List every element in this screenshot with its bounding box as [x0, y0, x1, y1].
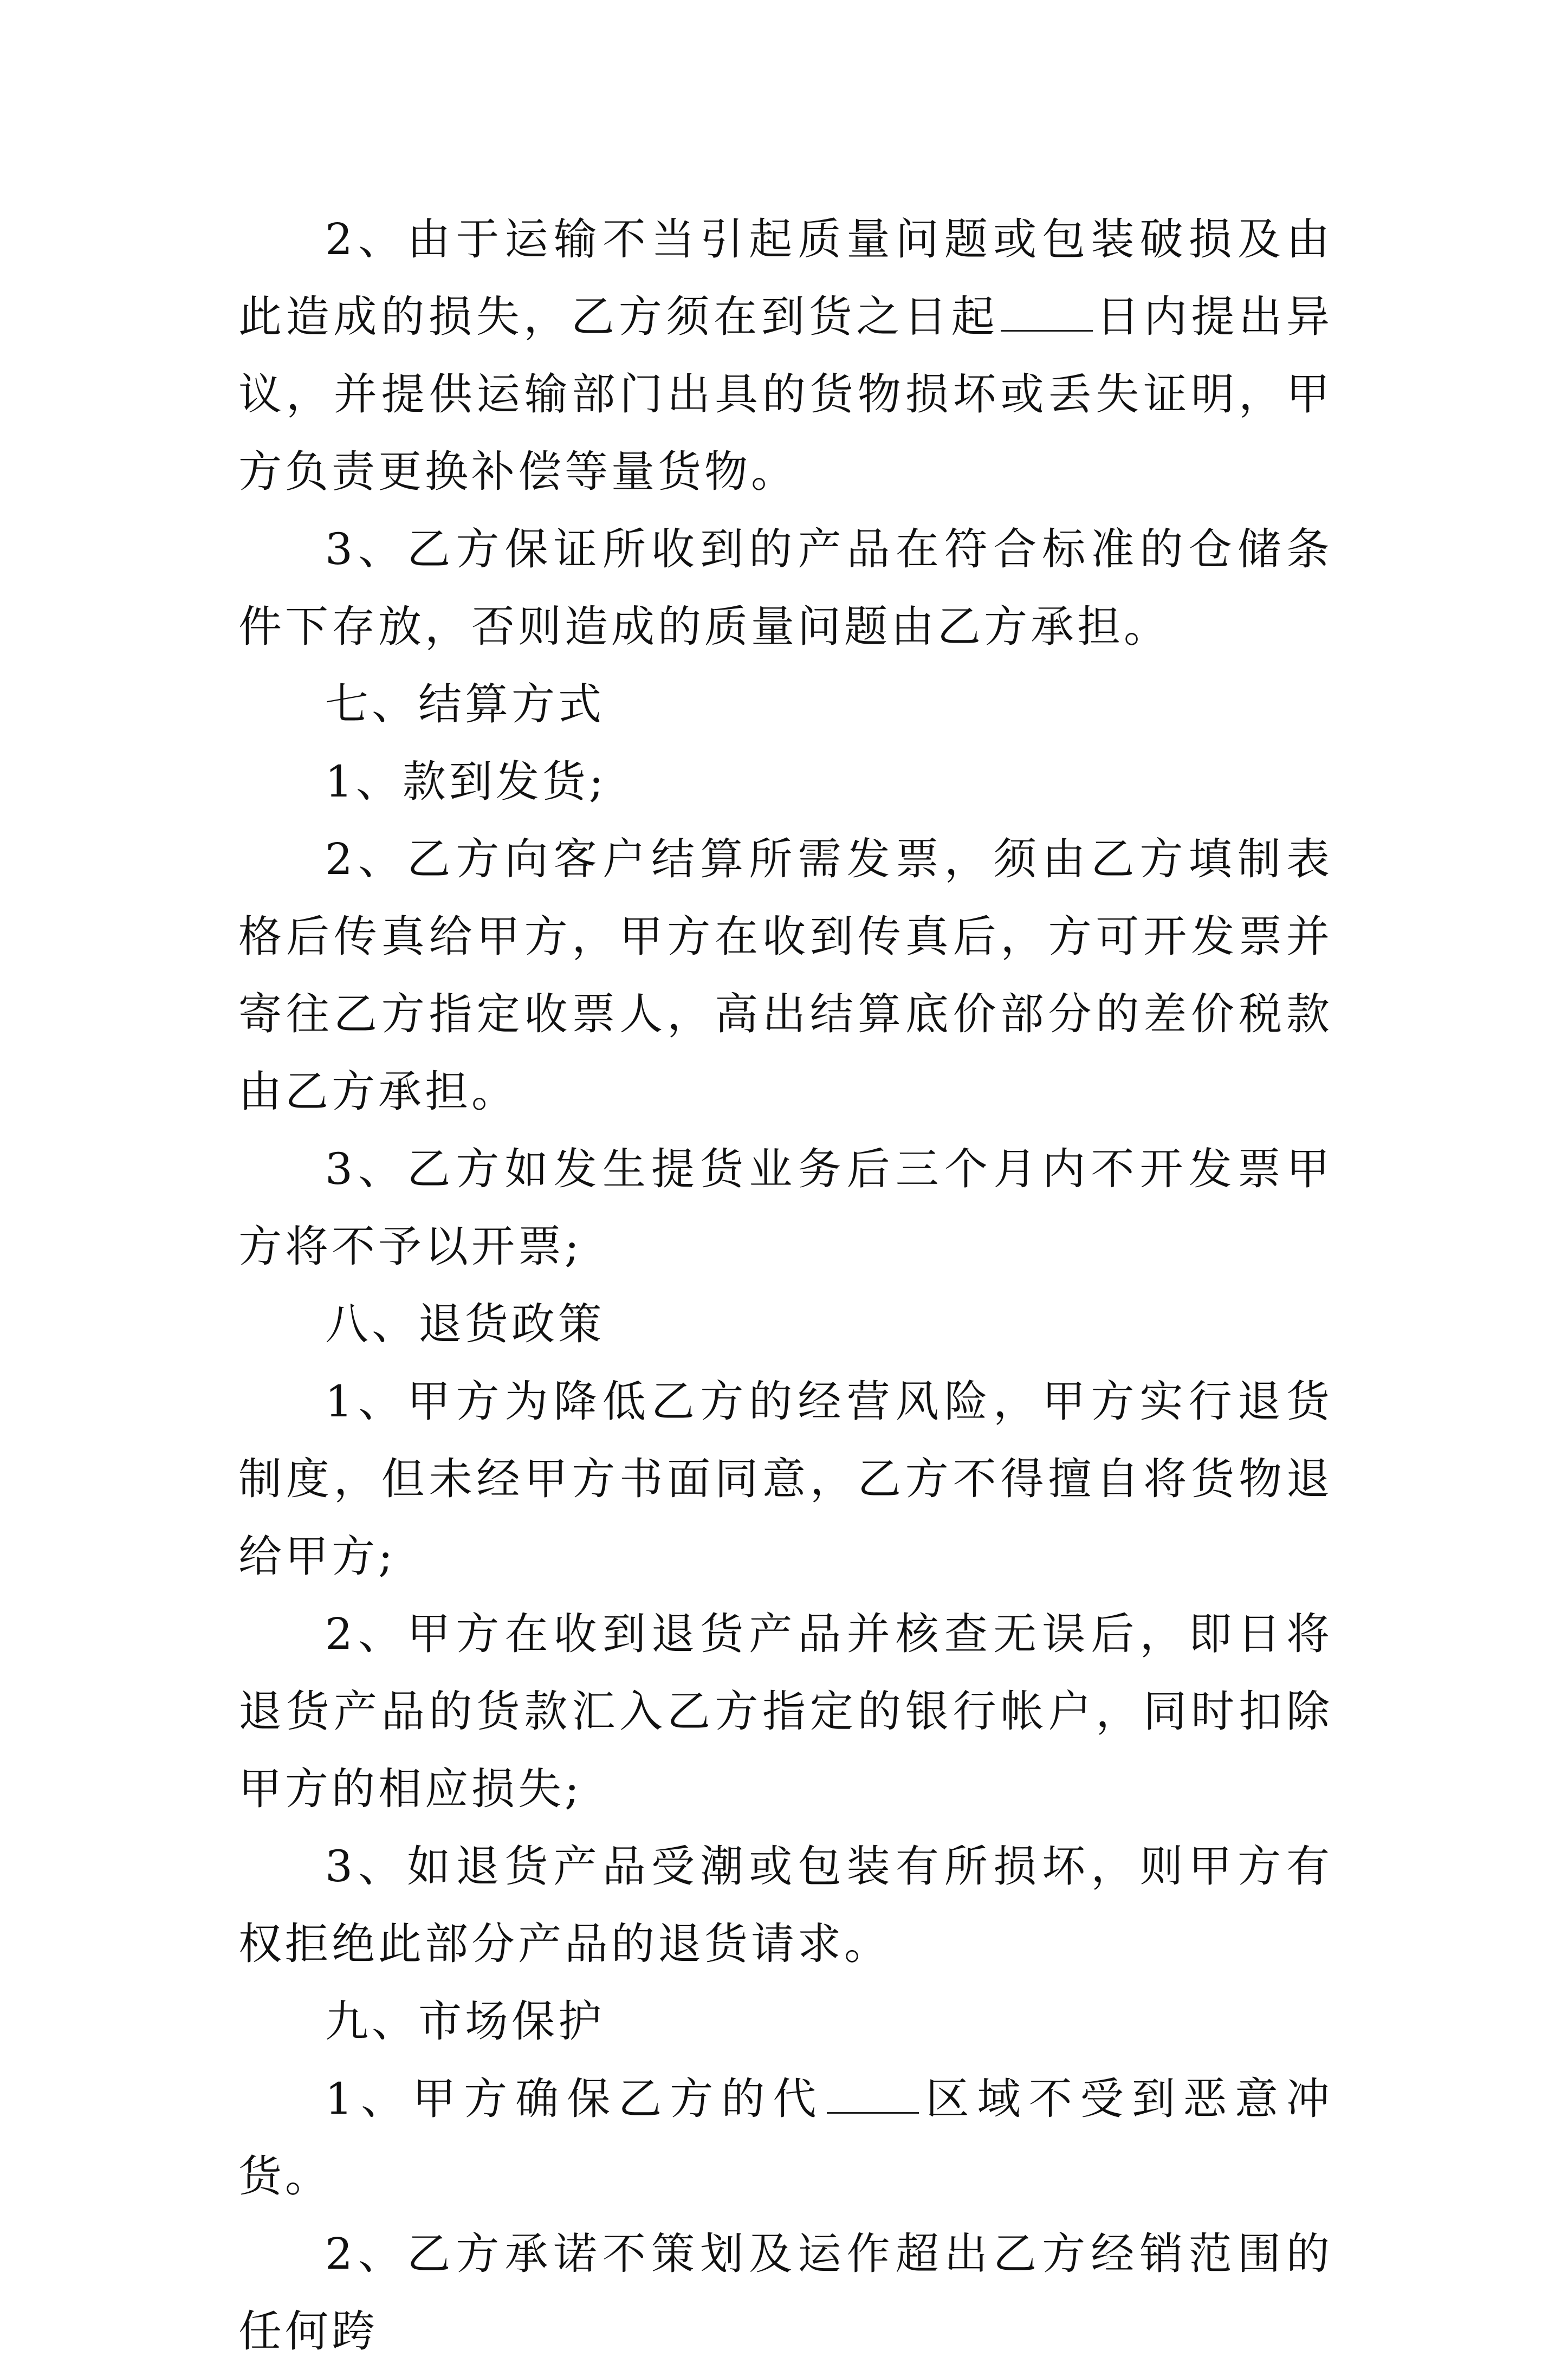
paragraph-return-refund: 2、甲方在收到退货产品并核查无误后，即日将退货产品的货款汇入乙方指定的银行帐户，同时扣除甲方的相应损失; [238, 1609, 1333, 1814]
paragraph-text: 区域不受到恶意冲货。 [238, 2074, 1333, 2201]
paragraph-return-refusal: 3、如退货产品受潮或包装有所损坏，则甲方有权拒绝此部分产品的退货请求。 [238, 1841, 1333, 1969]
paragraph-territory [238, 2060, 1333, 2215]
paragraph-text: 2、由于运输不当引起质量问题或包装破损及由此造成的损失，乙方须在到货之日起 [238, 214, 1333, 342]
paragraph-return-system: 1、甲方为降低乙方的经营风险，甲方实行退货制度，但未经甲方书面同意，乙方不得擅自将货物退给甲方; [238, 1376, 1333, 1582]
paragraph-invoice-deadline: 3、乙方如发生提货业务后三个月内不开发票甲方将不予以开票; [238, 1144, 1333, 1272]
paragraph-storage: 3、乙方保证所收到的产品在符合标准的仓储条件下存放，否则造成的质量问题由乙方承担。 [238, 524, 1333, 652]
fill-in-blank [827, 2074, 919, 2114]
paragraph-payment: 1、款到发货; [325, 756, 607, 807]
fill-in-blank [1001, 292, 1093, 332]
document-body [238, 200, 1333, 2370]
paragraph-transport-damage [238, 200, 1333, 510]
paragraph-cross-region: 2、乙方承诺不策划及运作超出乙方经销范围的任何跨 [238, 2229, 1333, 2356]
paragraph-text: 日内提出异议，并提供运输部门出具的货物损坏或丢失证明，甲方负责更换补偿等量货物。 [238, 292, 1333, 497]
section-heading-returns: 八、退货政策 [325, 1299, 605, 1349]
paragraph-invoice: 2、乙方向客户结算所需发票，须由乙方填制表格后传真给甲方，甲方在收到传真后，方可开发票并寄往乙方指定收票人，高出结算底价部分的差价税款由乙方承担。 [238, 834, 1333, 1117]
section-heading-settlement: 七、结算方式 [325, 679, 605, 729]
paragraph-text: 1、甲方确保乙方的代 [325, 2074, 825, 2124]
section-heading-market-protection: 九、市场保护 [325, 1996, 605, 2047]
